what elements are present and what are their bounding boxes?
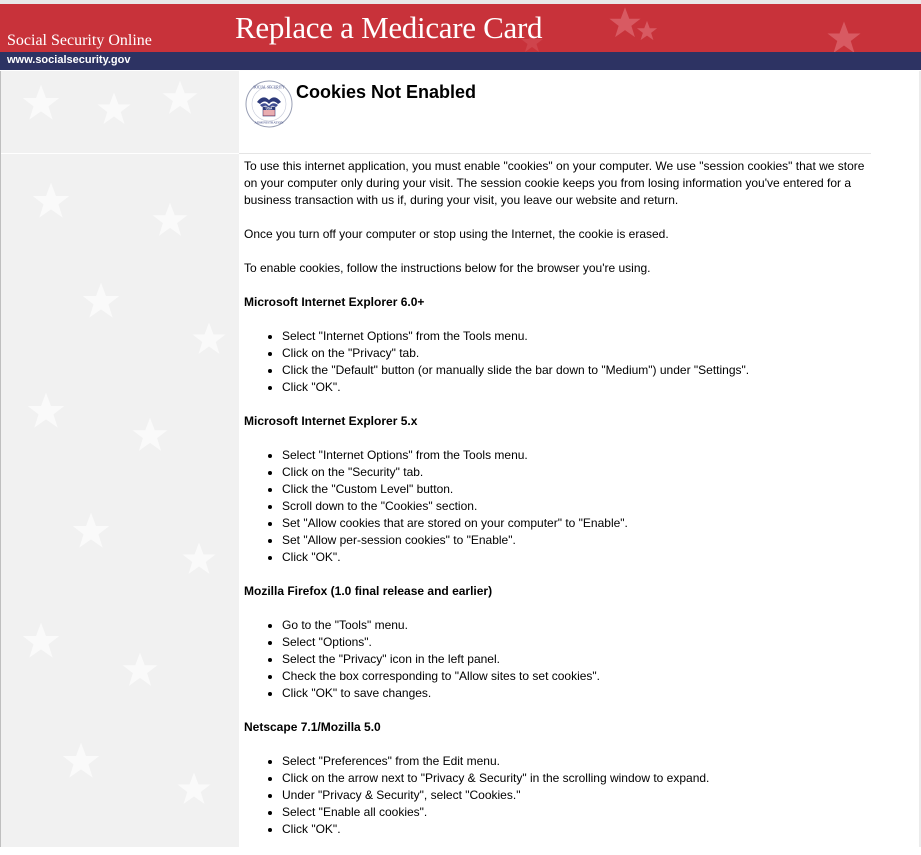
steps-list-ie5 <box>244 447 871 566</box>
banner-star-icon <box>636 20 658 42</box>
steps-list-ie6 <box>244 328 871 396</box>
site-header <box>0 0 921 71</box>
list-item: • Click "OK". <box>282 821 871 838</box>
section-heading-netscape: Netscape 7.1/Mozilla 5.0 <box>244 720 381 734</box>
page-title: Cookies Not Enabled <box>296 82 477 102</box>
left-sidebar <box>0 71 239 847</box>
site-name[interactable]: Social Security Online <box>7 32 152 49</box>
sidebar-star-icon <box>26 391 66 431</box>
header-banner <box>0 0 921 52</box>
list-item: • Select the "Privacy" icon in the left panel. <box>282 651 871 668</box>
site-url-link[interactable]: www.socialsecurity.gov <box>7 54 131 66</box>
list-item: • Click the "Custom Level" button. <box>282 481 871 498</box>
list-item: • Click "OK". <box>282 549 871 566</box>
list-item: • Click "OK". <box>282 379 871 396</box>
seal-center-text: USA <box>265 106 273 111</box>
sidebar-star-icon <box>71 511 111 551</box>
list-item: • Click the "Default" button (or manually slide the bar down to "Medium") under "Settings". <box>282 362 871 379</box>
main-content <box>244 158 871 855</box>
intro-paragraph: To use this internet application, you must enable "cookies" on your computer. We use "session cookies" that we store on your computer only during your visit. The session cookie keeps you from losing information you've entered for a business transaction with us if, during your visit, you leave our website and return. <box>244 159 865 207</box>
list-item: • Click on the "Privacy" tab. <box>282 345 871 362</box>
seal-text-top: SOCIAL SECURITY <box>253 85 285 90</box>
sidebar-star-icon <box>176 771 212 807</box>
section-heading-ie5: Microsoft Internet Explorer 5.x <box>244 414 418 428</box>
list-item: • Scroll down to the "Cookies" section. <box>282 498 871 515</box>
list-item: • Select "Internet Options" from the Tools menu. <box>282 447 871 464</box>
section-heading-ie6: Microsoft Internet Explorer 6.0+ <box>244 295 425 309</box>
intro-paragraph: To enable cookies, follow the instructions below for the browser you're using. <box>244 261 651 275</box>
section-heading-firefox: Mozilla Firefox (1.0 final release and earlier) <box>244 584 493 598</box>
list-item: • Click on the "Security" tab. <box>282 464 871 481</box>
sidebar-star-icon <box>191 321 227 357</box>
steps-list-netscape <box>244 753 871 838</box>
sidebar-star-icon <box>131 416 169 454</box>
sidebar-star-icon <box>181 541 217 577</box>
list-item: • Select "Options". <box>282 634 871 651</box>
list-item: • Check the box corresponding to "Allow sites to set cookies". <box>282 668 871 685</box>
sidebar-divider <box>1 153 239 154</box>
steps-list-firefox <box>244 617 871 702</box>
intro-paragraph: Once you turn off your computer or stop using the Internet, the cookie is erased. <box>244 227 669 241</box>
sidebar-star-icon <box>151 201 189 239</box>
sidebar-star-icon <box>121 651 159 689</box>
sidebar-star-icon <box>21 83 61 123</box>
list-item: • Select "Internet Options" from the Tools menu. <box>282 328 871 345</box>
sidebar-star-icon <box>96 91 132 127</box>
list-item: • Click on the arrow next to "Privacy & Security" in the scrolling window to expand. <box>282 770 871 787</box>
list-item: • Go to the "Tools" menu. <box>282 617 871 634</box>
sidebar-star-icon <box>61 741 101 781</box>
sidebar-star-icon <box>21 621 61 661</box>
url-bar <box>0 52 921 70</box>
sidebar-star-icon <box>161 79 199 117</box>
title-divider <box>239 153 871 154</box>
list-item: • Select "Preferences" from the Edit menu. <box>282 753 871 770</box>
list-item: • Under "Privacy & Security", select "Cookies." <box>282 787 871 804</box>
list-item: • Click "OK" to save changes. <box>282 685 871 702</box>
ssa-seal-icon <box>245 80 293 128</box>
list-item: • Select "Enable all cookies". <box>282 804 871 821</box>
list-item: • Set "Allow cookies that are stored on your computer" to "Enable". <box>282 515 871 532</box>
sidebar-star-icon <box>81 281 121 321</box>
seal-text-bottom: ADMINISTRATION <box>254 120 284 125</box>
list-item: • Set "Allow per-session cookies" to "Enable". <box>282 532 871 549</box>
page-heading: Replace a Medicare Card <box>235 10 543 45</box>
sidebar-star-icon <box>31 181 71 221</box>
banner-star-icon <box>826 20 862 52</box>
